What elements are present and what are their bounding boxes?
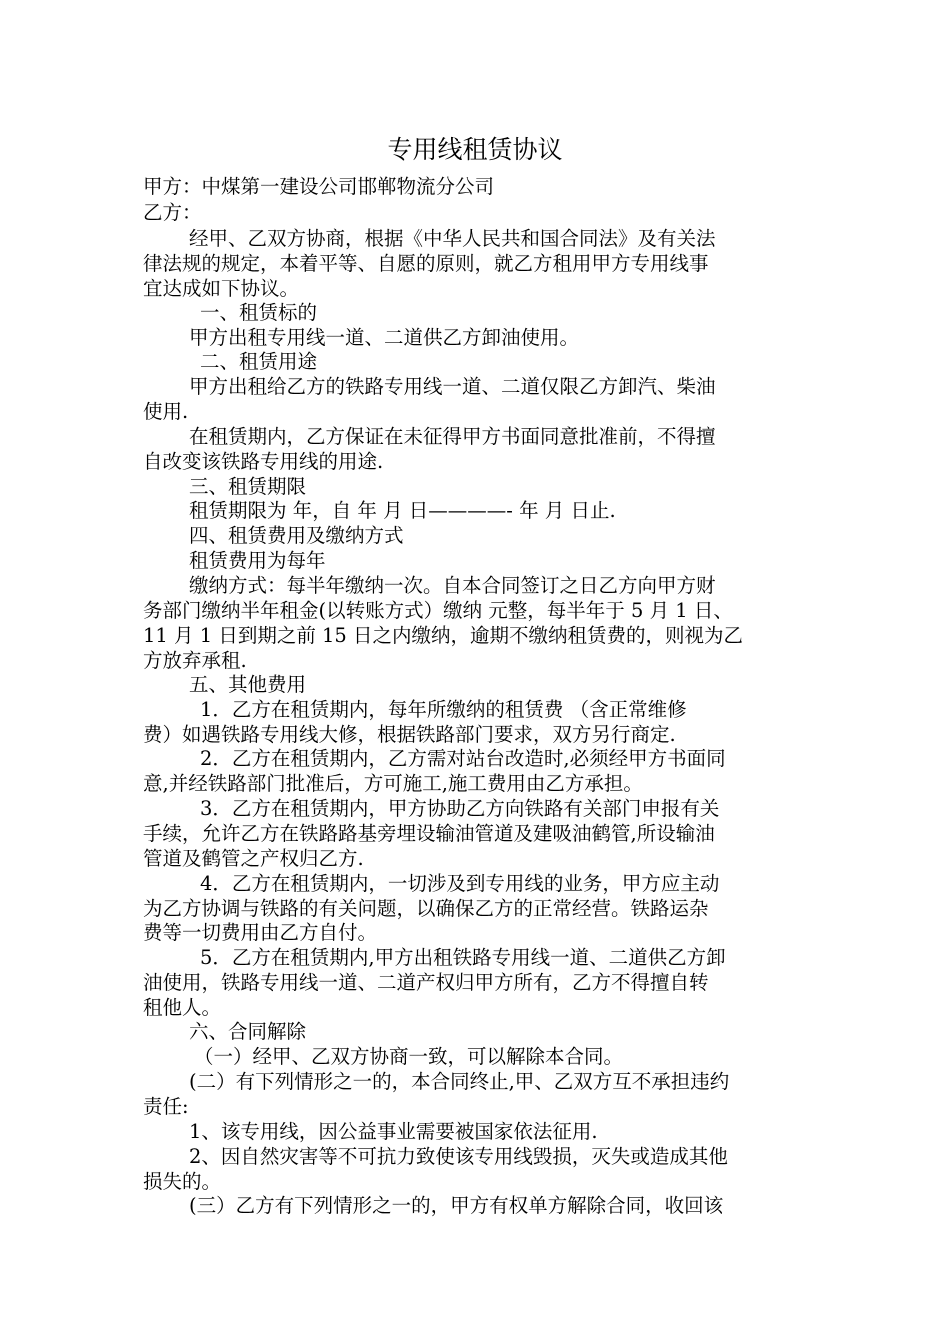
- paragraph-line: 律法规的规定，本着平等、自愿的原则，就乙方租用甲方专用线事: [143, 252, 709, 275]
- paragraph-line: 管道及鹤管之产权归乙方.: [143, 847, 364, 870]
- paragraph-line: 缴纳方式：每半年缴纳一次。自本合同签订之日乙方向甲方财: [189, 574, 716, 597]
- party-a-line: 甲方：中煤第一建设公司邯郸物流分公司: [143, 175, 495, 198]
- paragraph-line: (二）有下列情形之一的，本合同终止,甲、乙双方互不承担违约: [189, 1070, 730, 1093]
- paragraph-line: 2．乙方在租赁期内，乙方需对站台改造时,必须经甲方书面同: [200, 747, 726, 770]
- paragraph-line: 损失的。: [143, 1170, 222, 1193]
- paragraph-line: 油使用，铁路专用线一道、二道产权归甲方所有，乙方不得擅自转: [143, 971, 709, 994]
- section-heading: 五、其他费用: [189, 673, 307, 696]
- paragraph-line: 经甲、乙双方协商，根据《中华人民共和国合同法》及有关法: [189, 227, 716, 250]
- paragraph-line: 1．乙方在租赁期内，每年所缴纳的租赁费 （含正常维修: [200, 698, 687, 721]
- section-heading: 三、租赁期限: [189, 475, 307, 498]
- paragraph-line: 费）如遇铁路专用线大修，根据铁路部门要求，双方另行商定.: [143, 723, 676, 746]
- paragraph-line: 务部门缴纳半年租金(以转账方式）缴纳 元整，每半年于 5 月 1 日、: [143, 599, 733, 622]
- paragraph-line: 在租赁期内，乙方保证在未征得甲方书面同意批准前，不得擅: [189, 425, 716, 448]
- paragraph-line: 自改变该铁路专用线的用途.: [143, 450, 384, 473]
- section-heading: 四、租赁费用及缴纳方式: [189, 524, 404, 547]
- paragraph-line: 5．乙方在租赁期内,甲方出租铁路专用线一道、二道供乙方卸: [200, 946, 726, 969]
- paragraph-line: 责任:: [143, 1095, 189, 1118]
- paragraph-line: （一）经甲、乙双方协商一致，可以解除本合同。: [194, 1045, 624, 1068]
- section-heading: 一、租赁标的: [200, 301, 318, 324]
- document-title: 专用线租赁协议: [387, 135, 563, 164]
- paragraph-line: 1、该专用线，因公益事业需要被国家依法征用.: [189, 1120, 598, 1143]
- paragraph-line: 3．乙方在租赁期内，甲方协助乙方向铁路有关部门申报有关: [200, 797, 720, 820]
- paragraph-line: 方放弃承租.: [143, 649, 247, 672]
- paragraph-line: 费等一切费用由乙方自付。: [143, 921, 378, 944]
- section-heading: 六、合同解除: [189, 1020, 307, 1043]
- paragraph-line: 4．乙方在租赁期内，一切涉及到专用线的业务，甲方应主动: [200, 872, 720, 895]
- paragraph-line: (三）乙方有下列情形之一的，甲方有权单方解除合同，收回该: [189, 1194, 724, 1217]
- paragraph-line: 手续，允许乙方在铁路路基旁埋设输油管道及建吸油鹤管,所设输油: [143, 822, 715, 845]
- paragraph-line: 2、因自然灾害等不可抗力致使该专用线毁损，灭失或造成其他: [189, 1145, 728, 1168]
- paragraph-line: 使用.: [143, 400, 189, 423]
- paragraph-line: 宜达成如下协议。: [143, 277, 300, 300]
- paragraph-line: 为乙方协调与铁路的有关问题，以确保乙方的正常经营。铁路运杂: [143, 897, 709, 920]
- paragraph-line: 意,并经铁路部门批准后，方可施工,施工费用由乙方承担。: [143, 772, 643, 795]
- paragraph-line: 租赁费用为每年: [189, 549, 326, 572]
- party-b-line: 乙方：: [143, 201, 202, 224]
- section-heading: 二、租赁用途: [200, 350, 318, 373]
- paragraph-line: 11 月 1 日到期之前 15 日之内缴纳，逾期不缴纳租赁费的，则视为乙: [143, 624, 744, 647]
- paragraph-line: 租赁期限为 年，自 年 月 日————- 年 月 日止.: [189, 499, 616, 522]
- paragraph-line: 租他人。: [143, 996, 222, 1019]
- paragraph-line: 甲方出租专用线一道、二道供乙方卸油使用。: [189, 326, 580, 349]
- paragraph-line: 甲方出租给乙方的铁路专用线一道、二道仅限乙方卸汽、柴油: [189, 375, 716, 398]
